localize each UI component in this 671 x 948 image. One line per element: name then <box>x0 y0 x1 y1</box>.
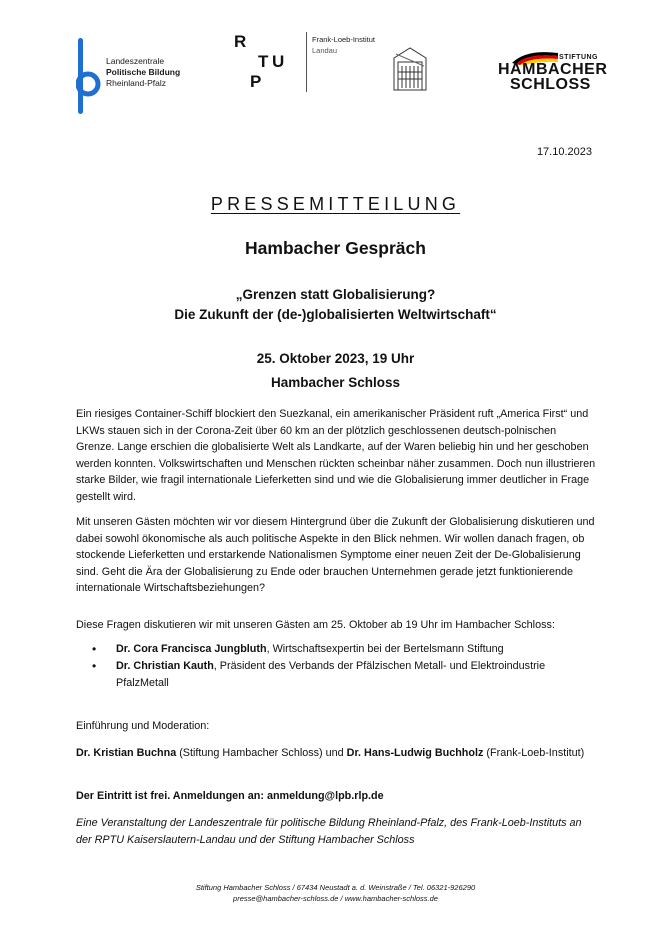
moderators <box>76 745 596 762</box>
subtitle-line-1: „Grenzen statt Globalisierung? <box>235 287 436 302</box>
hambacher-schloss-logo <box>496 44 606 94</box>
rptu-letter-u: U <box>272 52 285 71</box>
logo-divider <box>306 32 307 92</box>
moderation-label: Einführung und Moderation: <box>76 720 210 732</box>
lpb-logo-text <box>106 56 180 89</box>
rptu-logo <box>232 32 292 92</box>
lpb-line3: Rheinland-Pfalz <box>106 78 167 88</box>
guest-name: Dr. Cora Francisca Jungbluth <box>116 643 267 655</box>
logo-hambacher: HAMBACHER <box>498 61 608 78</box>
moderator-1-org: (Stiftung Hambacher Schloss) und <box>176 747 347 759</box>
fli-name: Frank-Loeb-Institut <box>312 35 375 44</box>
logo-schloss: SCHLOSS <box>510 76 591 93</box>
rptu-letter-r: R <box>234 32 247 51</box>
event-subtitle <box>0 285 671 325</box>
list-item <box>92 658 572 692</box>
footer <box>0 882 671 904</box>
guest-role: , Präsident des Verbands der Pfälzischen Metall- und Elektroindustrie PfalzMetall <box>116 660 546 689</box>
event-title: Hambacher Gespräch <box>245 238 426 258</box>
moderator-1-name: Dr. Kristian Buchna <box>76 747 177 759</box>
lpb-logo <box>76 38 216 114</box>
guest-name: Dr. Christian Kauth <box>116 660 214 672</box>
rptu-letter-p: P <box>250 72 262 91</box>
body-paragraph-3: Diese Fragen diskutieren wir mit unseren Gästen am 25. Oktober ab 19 Uhr im Hambacher Schloss: <box>76 619 555 631</box>
fli-place: Landau <box>312 46 338 55</box>
moderator-2-org: (Frank-Loeb-Institut) <box>483 747 585 759</box>
event-venue: Hambacher Schloss <box>270 375 401 390</box>
release-date: 17.10.2023 <box>536 146 592 158</box>
body-paragraph-2: Mit unseren Gästen möchten wir vor diesem Hintergrund über die Zukunft der Globalisierung diskutieren und dabei sowohl ökonomische als auch politische Aspekte in den Blick nehmen. Wir wollen danach fragen, ob stockende Lieferketten und erstarkende Nationalismen Symptome einer neuen Zeit der De-Globalisierung sind. Geht die Ära der Globalisierung zu Ende oder brauchen Unternehmen gerade jetzt funktionierende internationale Wirtschaftsbeziehungen? <box>76 516 595 595</box>
body-paragraph-1: Ein riesiges Container-Schiff blockiert den Suezkanal, ein amerikanischer Präsident ruft „America First“ und LKWs stauen sich in der Corona-Zeit über 60 km an der plötzlich geschlossenen deutsch-polnischen Grenze. Lange erschien die globalisierte Welt als Landkarte, auf der Waren beliebig hin und her geschoben werden konnten. Volkswirtschaften und Menschen rückten scheinbar näher zusammen. Doch nun illustrieren starke Bilder, wie fragil internationale Lieferketten sind und wie die Globalisierung immer deutlicher in Frage gestellt wird. <box>76 408 596 503</box>
footer-contact: presse@hambacher-schloss.de / www.hambacher-schloss.de <box>233 894 438 903</box>
guest-role: , Wirtschaftsexpertin bei der Bertelsmann Stiftung <box>266 643 504 655</box>
event-datetime-place <box>0 347 671 395</box>
lpb-line1: Landeszentrale <box>106 56 165 66</box>
event-date: 25. Oktober 2023, 19 Uhr <box>256 351 415 366</box>
building-icon <box>392 46 428 92</box>
list-item <box>92 641 572 658</box>
moderator-2-name: Dr. Hans-Ludwig Buchholz <box>346 747 484 759</box>
subtitle-line-2: Die Zukunft der (de-)globalisierten Weltwirtschaft“ <box>174 307 497 322</box>
lpb-line2: Politische Bildung <box>106 67 181 77</box>
guest-list <box>92 641 572 692</box>
admission-note: Der Eintritt ist frei. Anmeldungen an: anmeldung@lpb.rlp.de <box>76 790 384 802</box>
rptu-letter-t: T <box>258 52 269 71</box>
logo-stiftung: STIFTUNG <box>559 54 598 61</box>
lpb-logo-icon <box>76 38 104 114</box>
organizers-note: Eine Veranstaltung der Landeszentrale für politische Bildung Rheinland-Pfalz, des Frank-Loeb-Instituts an der RPTU Kaiserslautern-Landau und der Stiftung Hambacher Schloss <box>76 817 582 846</box>
fli-logo-text <box>312 34 375 56</box>
footer-address: Stiftung Hambacher Schloss / 67434 Neustadt a. d. Weinstraße / Tel. 06321-926290 <box>195 883 476 892</box>
press-release-heading: PRESSEMITTEILUNG <box>210 194 461 214</box>
